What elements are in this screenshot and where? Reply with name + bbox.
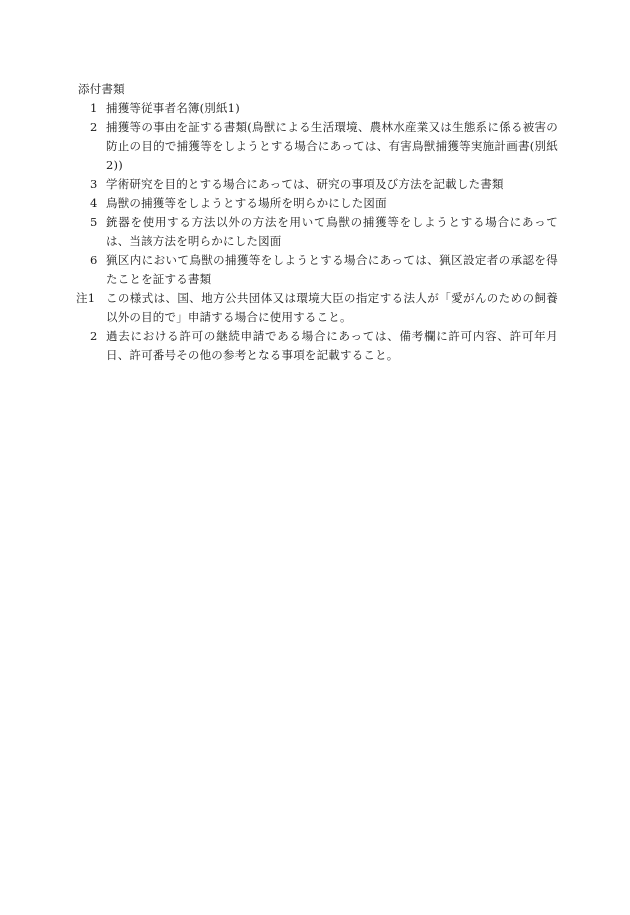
- attachment-item-text: 鳥獣の捕獲等をしようとする場所を明らかにした図面: [106, 196, 387, 210]
- note-item-2: [78, 327, 558, 365]
- attachment-item-5: [78, 213, 558, 251]
- attachment-item-text: 捕獲等の事由を証する書類(鳥獣による生活環境、農林水産業又は生態系に係る被害の防止の目的で捕獲等をしようとする場合にあっては、有害鳥獣捕獲等実施計画書(別紙2)): [106, 120, 558, 172]
- attachment-item-number: 6: [90, 253, 98, 267]
- attachment-item-text: 学術研究を目的とする場合にあっては、研究の事項及び方法を記載した書類: [106, 177, 504, 191]
- note-item-1: [78, 289, 558, 327]
- attachment-item-6: [78, 251, 558, 289]
- document-body: [78, 80, 558, 365]
- attachment-item-number: 3: [90, 177, 98, 191]
- attachment-item-number: 1: [90, 101, 98, 115]
- note-item-text: 過去における許可の継続申請である場合にあっては、備考欄に許可内容、許可年月日、許可番号その他の参考となる事項を記載すること。: [106, 329, 558, 362]
- attachment-item-3: [78, 175, 558, 194]
- attachment-item-text: 猟区内において鳥獣の捕獲等をしようとする場合にあっては、猟区設定者の承認を得たことを証する書類: [106, 253, 558, 286]
- attachment-item-text: 捕獲等従事者名簿(別紙1): [106, 101, 240, 115]
- attachment-item-text: 銃器を使用する方法以外の方法を用いて鳥獣の捕獲等をしようとする場合にあっては、当該方法を明らかにした図面: [106, 215, 558, 248]
- note-item-number: 注1: [76, 291, 96, 305]
- attachment-item-number: 4: [90, 196, 98, 210]
- attachment-item-2: [78, 118, 558, 175]
- attachments-heading: 添付書類: [78, 82, 125, 96]
- note-item-text: この様式は、国、地方公共団体又は環境大臣の指定する法人が「愛がんのための飼養以外の目的で」申請する場合に使用すること。: [106, 291, 558, 324]
- attachment-item-number: 5: [90, 215, 98, 229]
- attachment-item-4: [78, 194, 558, 213]
- attachment-item-1: [78, 99, 558, 118]
- note-item-number: 2: [90, 329, 98, 343]
- attachment-item-number: 2: [90, 120, 98, 134]
